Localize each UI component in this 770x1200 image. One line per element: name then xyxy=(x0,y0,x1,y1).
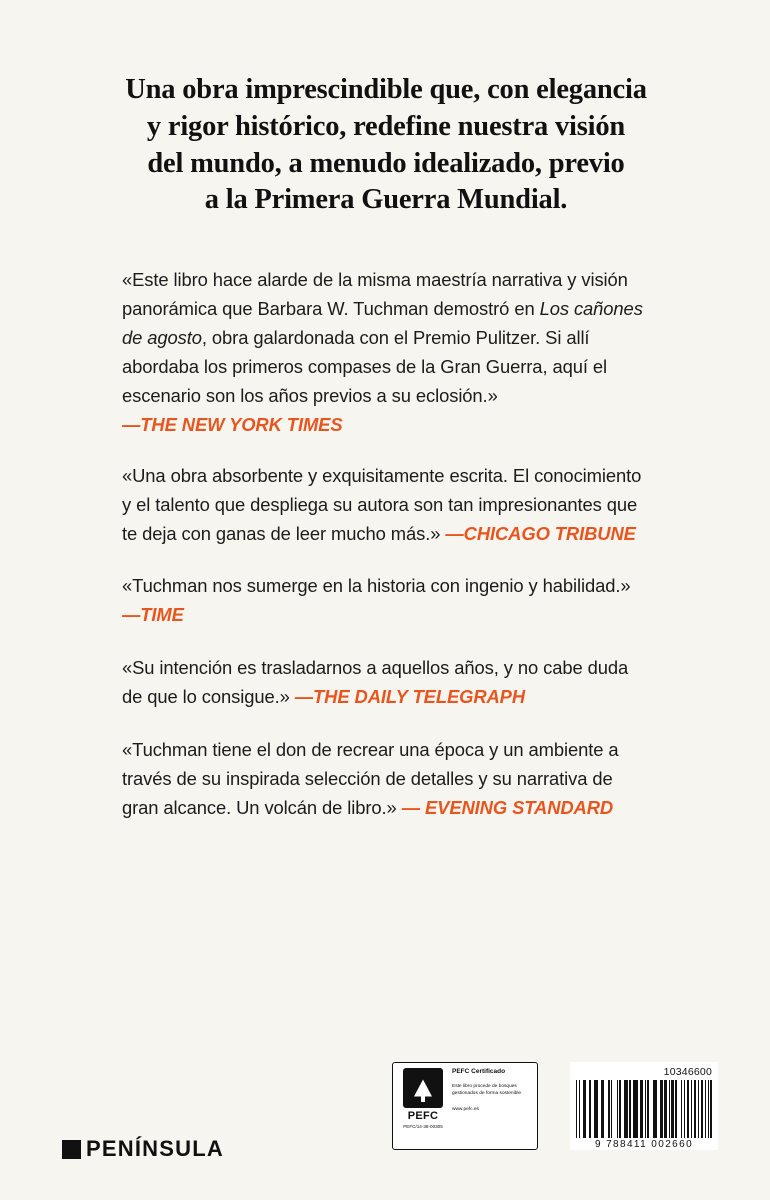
publisher-square-icon xyxy=(62,1140,81,1159)
pefc-description: Este libro procede de bosques gestionados de forma sostenible xyxy=(452,1084,522,1097)
quote-4-source: —THE DAILY TELEGRAPH xyxy=(294,686,526,708)
quote-1-book-title: Los cañones de agosto xyxy=(122,298,643,349)
pefc-logo-area xyxy=(399,1068,447,1144)
publisher-name: PENÍNSULA xyxy=(86,1136,224,1161)
page-title xyxy=(96,72,676,219)
quote-1-text-before: «Este libro hace alarde de la misma maestría narrativa y visión panorámica que Barbara W. Tuchman demostró en xyxy=(122,269,628,320)
review-quote-5 xyxy=(122,736,650,823)
pefc-wordmark: PEFC xyxy=(407,1110,439,1122)
quote-1-source: —THE NEW YORK TIMES xyxy=(122,413,343,435)
barcode-number: 10346600 xyxy=(663,1066,712,1078)
barcode-bars xyxy=(576,1080,712,1138)
pefc-code: PEFC/14-38-00305 xyxy=(403,1124,443,1129)
quote-5-source: — EVENING STANDARD xyxy=(401,796,614,818)
quote-2-text: «Una obra absorbente y exquisitamente escrita. El conocimiento y el talento que despliega su autora son tan impresionantes que te deja con ganas de leer mucho más.» xyxy=(122,464,642,544)
barcode-isbn: 9 788411 002660 xyxy=(594,1139,694,1150)
review-quotes-list xyxy=(122,248,650,823)
headline-line-1: Una obra imprescindible que, con elegancia xyxy=(125,74,647,105)
quote-1-text-after: , obra galardonada con el Premio Pulitzer. Si allí abordaba los primeros compases de la Gran Guerra, aquí el escenario son los años previos a su eclosión.» xyxy=(122,327,607,406)
review-quote-1 xyxy=(122,266,650,439)
barcode-area xyxy=(570,1062,718,1150)
review-quote-2 xyxy=(122,462,650,549)
headline-line-3: del mundo, a menudo idealizado, previo xyxy=(147,147,625,179)
publisher-logo xyxy=(62,1136,224,1162)
pefc-tree-icon xyxy=(403,1068,443,1108)
pefc-tree-shape xyxy=(414,1080,432,1097)
pefc-url: www.pefc.es xyxy=(452,1107,479,1113)
quote-5-text: «Tuchman tiene el don de recrear una época y un ambiente a través de su inspirada selección de detalles y su narrativa de gran alcance. Un volcán de libro.» xyxy=(122,738,619,818)
pefc-certification-badge xyxy=(392,1062,538,1150)
quote-3-text: «Tuchman nos sumerge en la historia con ingenio y habilidad.» xyxy=(122,575,631,597)
pefc-trunk-shape xyxy=(421,1095,425,1102)
review-quote-3 xyxy=(122,572,650,630)
quote-4-text: «Su intención es trasladarnos a aquellos años, y no cabe duda de que lo consigue.» xyxy=(122,657,629,708)
pefc-title: PEFC Certificado xyxy=(452,1068,506,1075)
quote-3-source: —TIME xyxy=(122,604,184,626)
quote-2-source: —CHICAGO TRIBUNE xyxy=(445,522,636,544)
pefc-text-area xyxy=(447,1068,531,1144)
review-quote-4 xyxy=(122,654,650,712)
headline-line-4: a la Primera Guerra Mundial. xyxy=(204,184,568,216)
headline-line-2: y rigor histórico, redefine nuestra visión xyxy=(146,110,626,142)
